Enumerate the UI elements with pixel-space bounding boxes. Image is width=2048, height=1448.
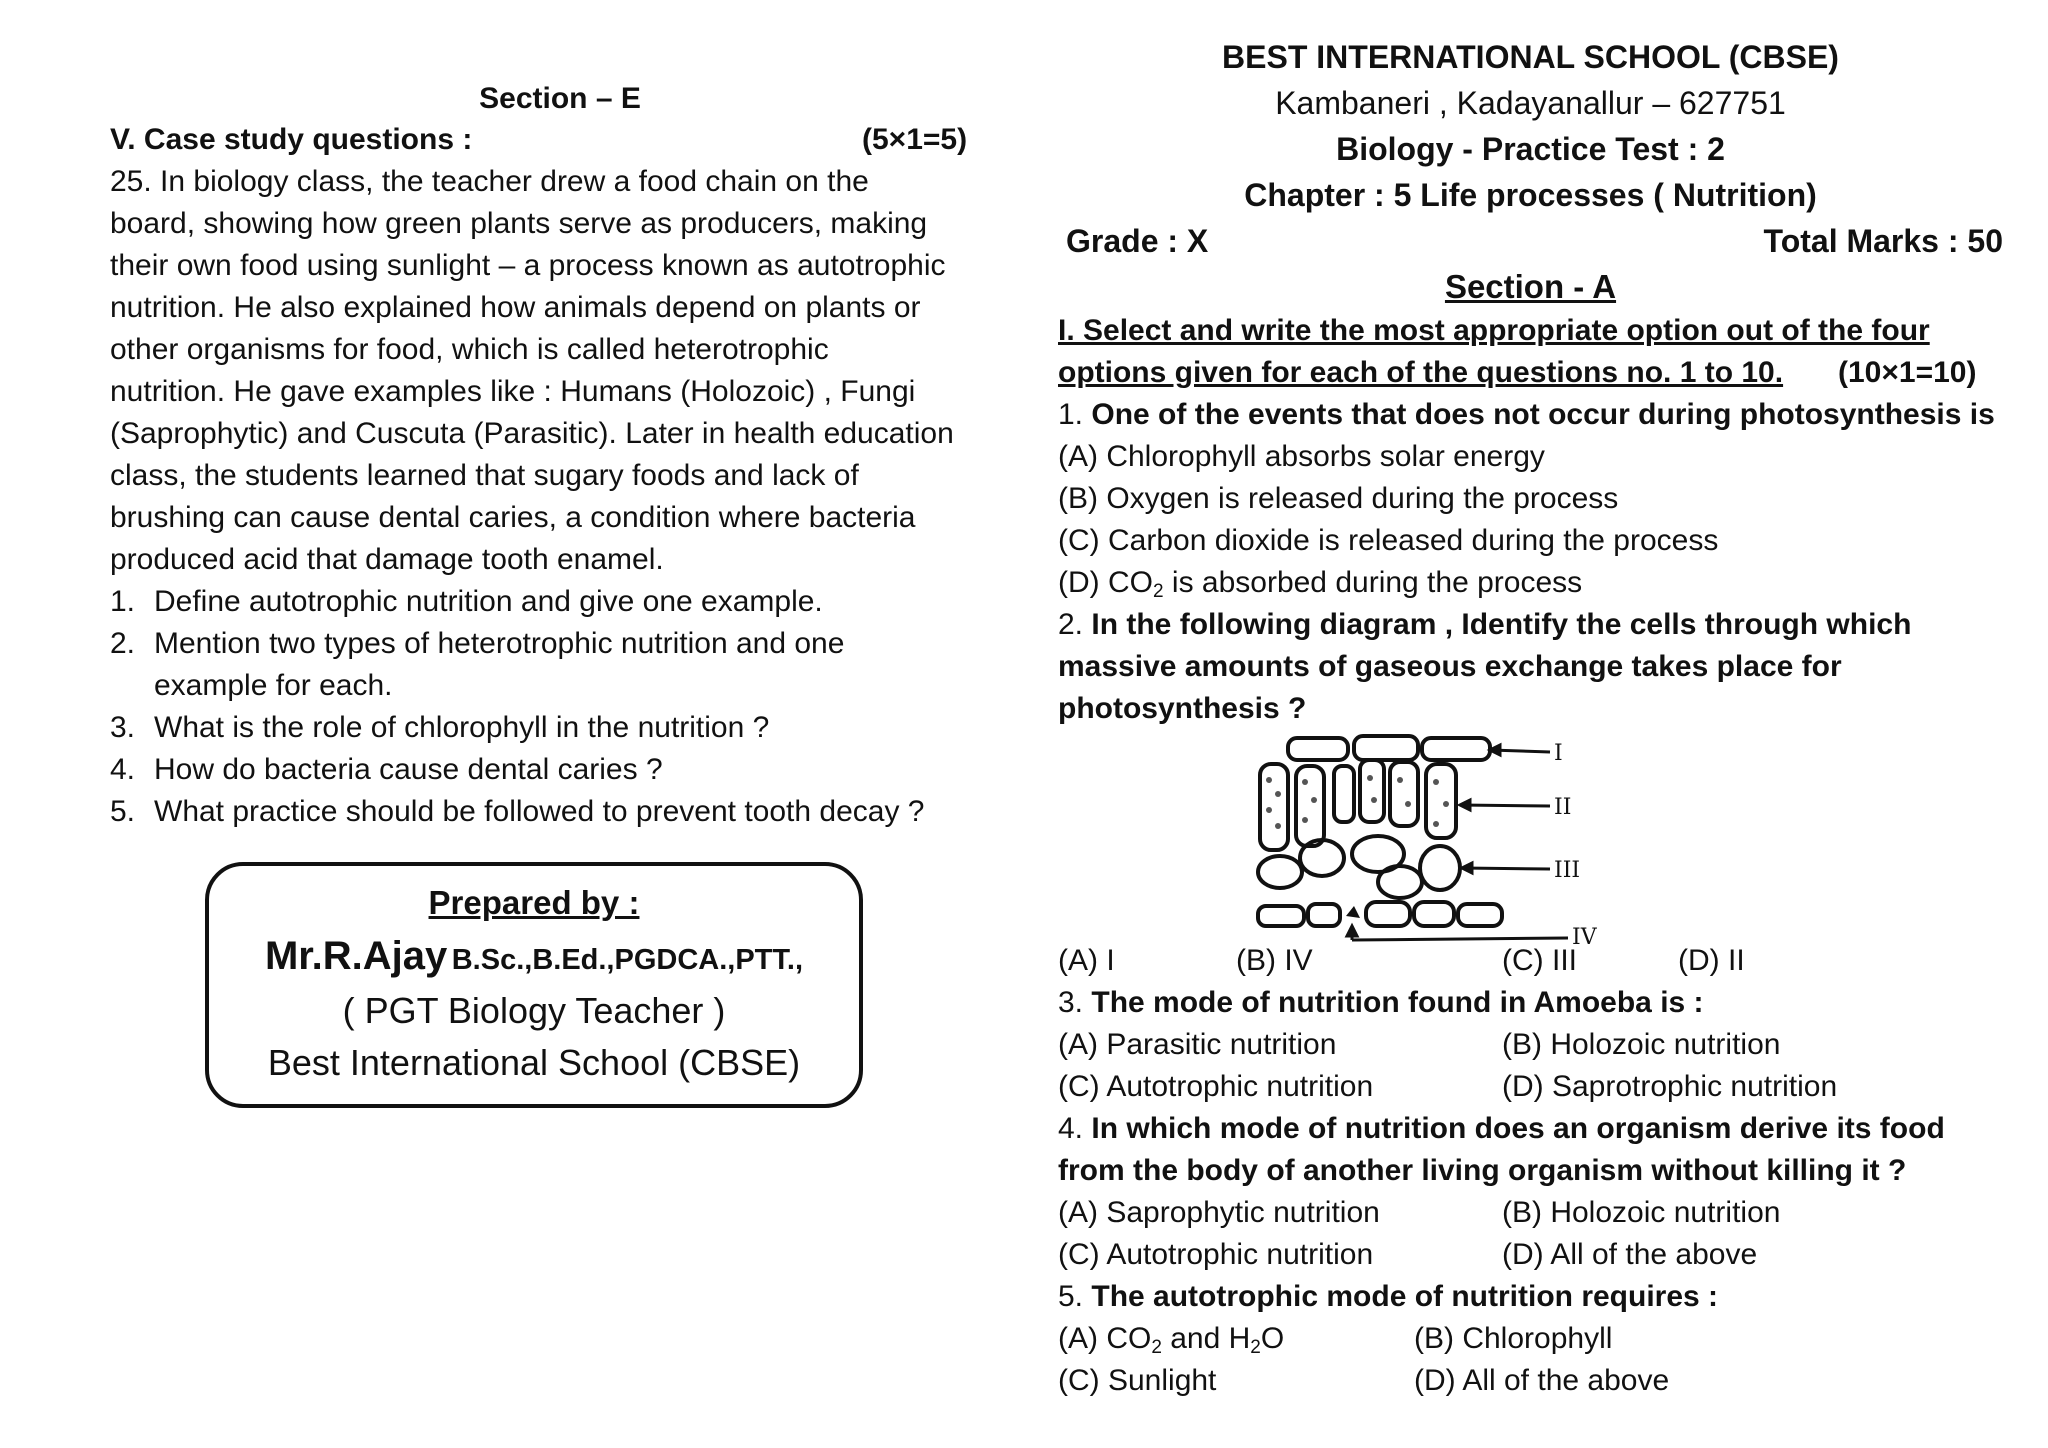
- passage-line: board, showing how green plants serve as producers, making: [110, 207, 928, 240]
- option-a: (A) Saprophytic nutrition: [1058, 1196, 1380, 1229]
- question-number: 5.: [1058, 1280, 1084, 1313]
- question-text-cont: massive amounts of gaseous exchange takes place for: [1058, 650, 1842, 683]
- case-question-text: What is the role of chlorophyll in the nutrition ?: [154, 711, 770, 744]
- chloroplast-dots: [1266, 775, 1449, 829]
- option-a-o: O: [1260, 1322, 1285, 1355]
- case-question-4: [110, 749, 663, 791]
- diagram-label-iv: IV: [1572, 925, 1597, 945]
- teacher-role: ( PGT Biology Teacher ): [342, 990, 726, 1031]
- option-c: (C) III: [1502, 944, 1577, 977]
- diagram-label-ii: II: [1554, 795, 1572, 820]
- question-text: The autotrophic mode of nutrition requires :: [1091, 1280, 1719, 1313]
- option-d-pre: (D) CO: [1058, 566, 1153, 599]
- case-question-text: What practice should be followed to prevent tooth decay ?: [154, 795, 925, 828]
- option-c: (C) Autotrophic nutrition: [1058, 1238, 1374, 1271]
- diagram-label-i: I: [1554, 741, 1563, 766]
- stoma-guard-cell: [1346, 906, 1360, 918]
- option-b: (B) Holozoic nutrition: [1502, 1028, 1781, 1061]
- lower-epidermis-cells: [1258, 902, 1502, 926]
- teacher-school: Best International School (CBSE): [267, 1042, 801, 1083]
- passage-line: their own food using sunlight – a process known as autotrophic: [110, 249, 946, 282]
- question-1: [1058, 394, 1995, 436]
- option-d-post: is absorbed during the process: [1163, 566, 1583, 599]
- subscript: 2: [1250, 1337, 1261, 1358]
- case-question-number: 5.: [110, 795, 136, 828]
- instruction-marks: (10×1=10): [1838, 356, 1977, 389]
- option-c: (C) Autotrophic nutrition: [1058, 1070, 1374, 1103]
- teacher-name-line: [209, 934, 859, 979]
- leaf-cross-section-diagram: [1250, 730, 1610, 945]
- case-question-text-cont: example for each.: [154, 669, 393, 702]
- option-a: (A) I: [1058, 944, 1115, 977]
- case-question-text: Define autotrophic nutrition and give one example.: [154, 585, 823, 618]
- option-b: (B) Holozoic nutrition: [1502, 1196, 1781, 1229]
- prepared-by-heading: Prepared by :: [428, 884, 640, 921]
- grade-label: Grade : X: [1066, 223, 1209, 259]
- question-text-cont: photosynthesis ?: [1058, 692, 1307, 725]
- case-study-heading: V. Case study questions :: [110, 123, 473, 156]
- option-a: (A) Chlorophyll absorbs solar energy: [1058, 440, 1545, 473]
- option-d: (D) All of the above: [1414, 1364, 1670, 1397]
- test-title: Biology - Practice Test : 2: [1336, 131, 1725, 167]
- case-question-number: 2.: [110, 627, 136, 660]
- total-marks-label: Total Marks : 50: [1763, 223, 2003, 259]
- question-number: 2.: [1058, 608, 1084, 641]
- question-number: 4.: [1058, 1112, 1084, 1145]
- passage-line: nutrition. He also explained how animals depend on plants or: [110, 291, 921, 324]
- option-d: (D) All of the above: [1502, 1238, 1758, 1271]
- diagram-label-iii: III: [1554, 858, 1581, 883]
- question-5: [1058, 1276, 1718, 1318]
- case-question-number: 4.: [110, 753, 136, 786]
- case-study-marks: (5×1=5): [862, 123, 968, 156]
- question-text: In which mode of nutrition does an organism derive its food: [1091, 1112, 1945, 1145]
- case-question-5: [110, 791, 924, 833]
- question-text: The mode of nutrition found in Amoeba is :: [1091, 986, 1704, 1019]
- option-a-co: (A) CO: [1058, 1322, 1152, 1355]
- case-question-text: Mention two types of heterotrophic nutrition and one: [154, 627, 845, 660]
- passage-line: (Saprophytic) and Cuscuta (Parasitic). Later in health education: [110, 417, 954, 450]
- school-address: Kambaneri , Kadayanallur – 627751: [1275, 85, 1786, 121]
- question-4: [1058, 1108, 1945, 1150]
- passage-line: brushing can cause dental caries, a condition where bacteria: [110, 501, 916, 534]
- question-2: [1058, 604, 1911, 646]
- case-question-number: 1.: [110, 585, 136, 618]
- case-question-3: [110, 707, 769, 749]
- section-a-heading: Section - A: [1444, 268, 1617, 305]
- option-c: (C) Carbon dioxide is released during the process: [1058, 524, 1719, 557]
- passage-line: produced acid that damage tooth enamel.: [110, 543, 664, 576]
- palisade-cells: [1260, 760, 1456, 850]
- diagram-labels: [1554, 741, 1598, 945]
- prepared-by-box: [205, 862, 863, 1108]
- question-text-cont: from the body of another living organism without killing it ?: [1058, 1154, 1907, 1187]
- upper-epidermis-cells: [1288, 736, 1490, 760]
- case-question-number: 3.: [110, 711, 136, 744]
- option-a: (A) Parasitic nutrition: [1058, 1028, 1337, 1061]
- question-number: 1.: [1058, 398, 1084, 431]
- teacher-name: Mr.R.Ajay: [264, 934, 448, 978]
- teacher-degrees: B.Sc.,B.Ed.,PGDCA.,PTT.,: [451, 944, 804, 976]
- case-question-2: [110, 623, 844, 665]
- option-a-and: and H: [1161, 1322, 1251, 1355]
- option-d: (D) II: [1678, 944, 1745, 977]
- passage-line: nutrition. He gave examples like : Humans (Holozoic) , Fungi: [110, 375, 916, 408]
- question-3: [1058, 982, 1704, 1024]
- case-question-1: [110, 581, 823, 623]
- passage-line: class, the students learned that sugary foods and lack of: [110, 459, 859, 492]
- section-e-heading: Section – E: [479, 82, 641, 115]
- option-c: (C) Sunlight: [1058, 1364, 1217, 1397]
- passage-line: other organisms for food, which is called heterotrophic: [110, 333, 829, 366]
- instruction-line: I. Select and write the most appropriate option out of the four: [1058, 314, 1930, 347]
- subscript: 2: [1151, 1337, 1162, 1358]
- case-question-text: How do bacteria cause dental caries ?: [154, 753, 663, 786]
- question-number: 3.: [1058, 986, 1084, 1019]
- subscript: 2: [1152, 581, 1164, 602]
- question-text: In the following diagram , Identify the cells through which: [1091, 608, 1912, 641]
- option-d: (D) Saprotrophic nutrition: [1502, 1070, 1838, 1103]
- passage-line: 25. In biology class, the teacher drew a food chain on the: [110, 165, 869, 198]
- option-b: (B) Oxygen is released during the process: [1058, 482, 1619, 515]
- question-text: One of the events that does not occur during photosynthesis is: [1091, 398, 1995, 431]
- option-b: (B) Chlorophyll: [1414, 1322, 1613, 1355]
- school-name: BEST INTERNATIONAL SCHOOL (CBSE): [1222, 39, 1839, 75]
- chapter-title: Chapter : 5 Life processes ( Nutrition): [1244, 177, 1817, 213]
- option-b: (B) IV: [1236, 944, 1313, 977]
- instruction-line: options given for each of the questions no. 1 to 10.: [1058, 356, 1784, 389]
